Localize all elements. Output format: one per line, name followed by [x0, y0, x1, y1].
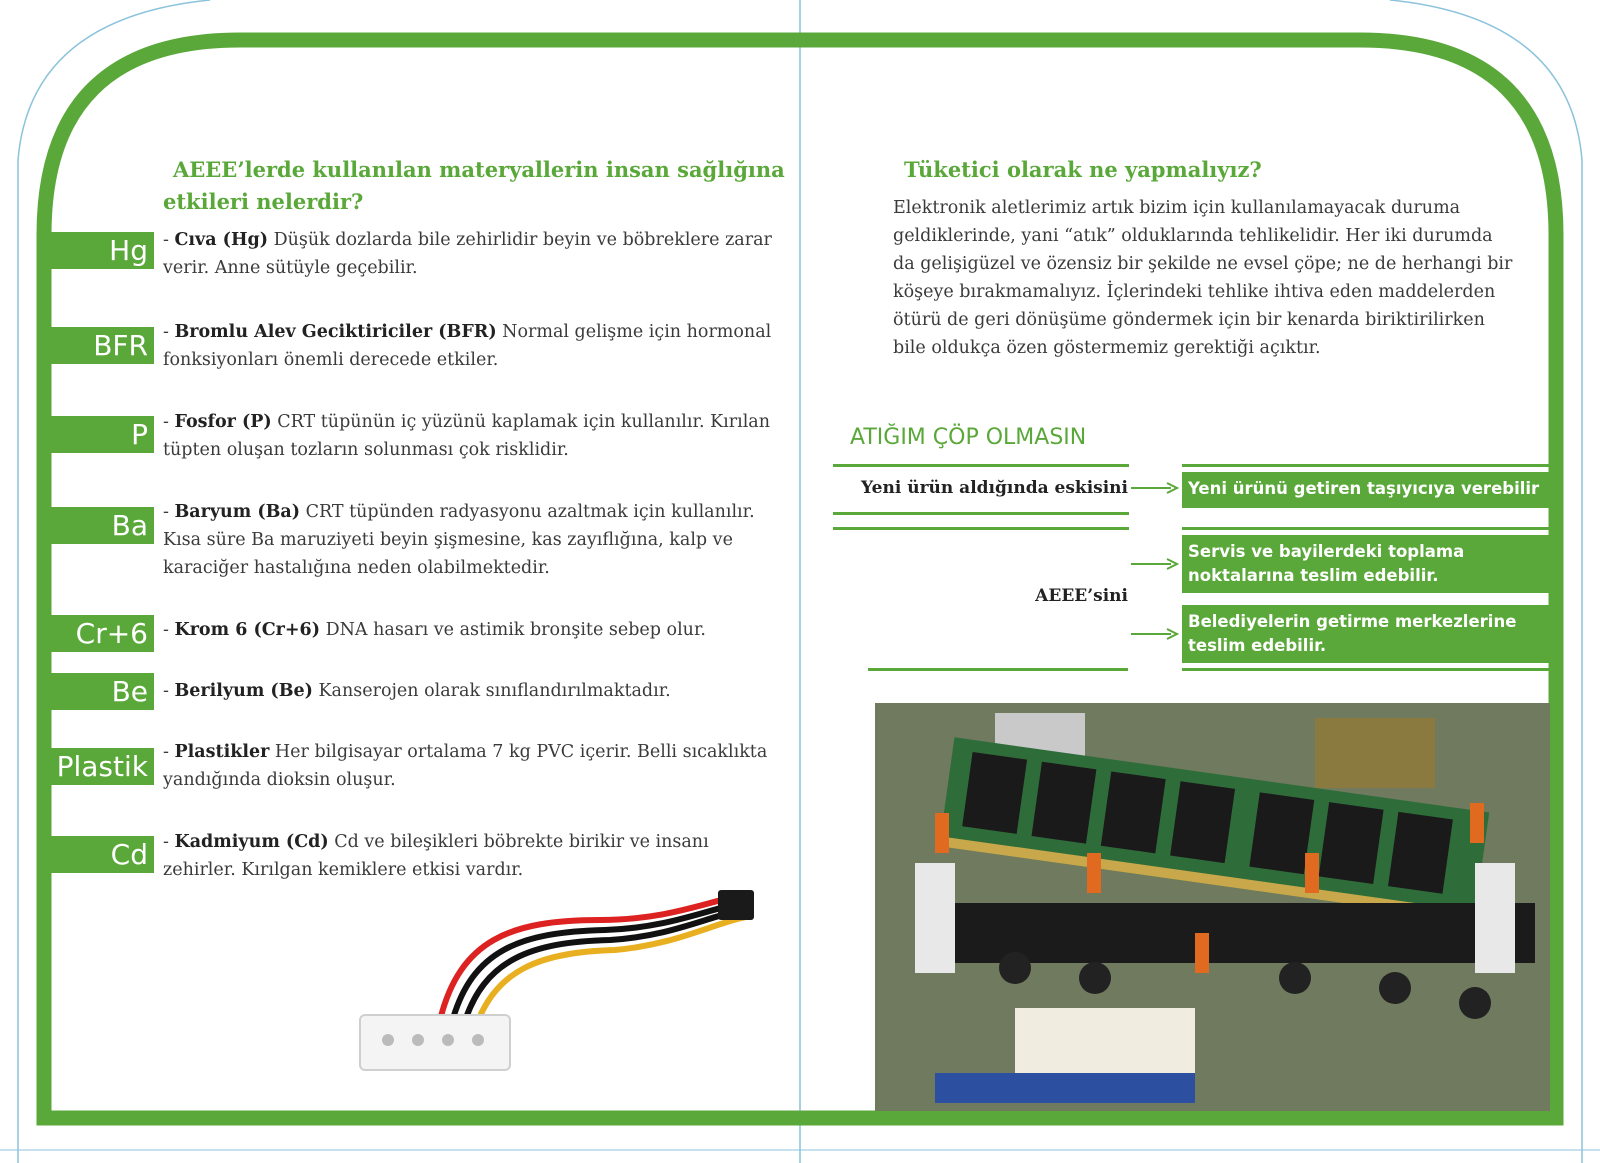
entry-be: - Berilyum (Be) Kanserojen olarak sınıflandırılmaktadır. — [163, 681, 671, 701]
entry-ba: - Baryum (Ba) CRT tüpünden radyasyonu azaltmak için kullanılır. Kısa süre Ba maruziyeti beyin şişmesine, kas zayıflığına, kalp ve karaciğer hastalığına neden olabilmektedir. — [163, 502, 755, 578]
entry-be-text: Kanserojen olarak sınıflandırılmaktadır. — [312, 681, 671, 701]
left-heading-line2: etkileri nelerdir? — [163, 189, 364, 214]
entry-bfr-text: Normal gelişme için hormonal fonksiyonları önemli derecede etkiler. — [163, 322, 772, 370]
entry-plastik-name: Plastikler — [174, 742, 270, 762]
flow-line — [1182, 527, 1549, 530]
flow-box-1: Yeni ürünü getiren taşıyıcıya verebilir — [1182, 472, 1549, 508]
tag-be: Be — [50, 673, 154, 710]
entry-hg-text: Düşük dozlarda bile zehirlidir beyin ve böbreklere zarar verir. Anne sütüyle geçebilir. — [163, 230, 772, 278]
entry-p-name: Fosfor (P) — [174, 412, 272, 432]
flow-line — [1182, 464, 1549, 467]
flow-line — [833, 464, 1129, 467]
flow-box-3: Belediyelerin getirme merkezlerine teslim edebilir. — [1182, 605, 1549, 663]
entry-p-text: CRT tüpünün iç yüzünü kaplamak için kullanılır. Kırılan tüpten oluşan tozların solunması çok risklidir. — [163, 412, 770, 460]
section-title: ATIĞIM ÇÖP OLMASIN — [850, 425, 1087, 450]
tag-ba: Ba — [50, 507, 154, 544]
entry-cr6-name: Krom 6 (Cr+6) — [174, 620, 321, 640]
tag-p: P — [50, 416, 154, 453]
entry-ba-text: CRT tüpünden radyasyonu azaltmak için kullanılır. Kısa süre Ba maruziyeti beyin şişmesine, kas zayıflığına, kalp ve karaciğer hastalığına neden olabilmektedir. — [163, 502, 755, 578]
flow-line — [833, 527, 1129, 530]
entry-be-name: Berilyum (Be) — [174, 681, 313, 701]
entry-bfr: - Bromlu Alev Geciktiriciler (BFR) Normal gelişme için hormonal fonksiyonları önemli derecede etkiler. — [163, 322, 772, 370]
flow-line — [833, 512, 1129, 515]
entry-hg: - Cıva (Hg) Düşük dozlarda bile zehirlidir beyin ve böbreklere zarar verir. Anne sütüyle geçebilir. — [163, 230, 772, 278]
entry-plastik-text: Her bilgisayar ortalama 7 kg PVC içerir. Belli sıcaklıkta yandığında dioksin oluşur. — [163, 742, 768, 790]
entry-bfr-name: Bromlu Alev Geciktiriciler (BFR) — [174, 322, 497, 342]
motherboard-photo — [875, 703, 1550, 1111]
entry-cd-name: Kadmiyum (Cd) — [174, 832, 329, 852]
flow-box-2: Servis ve bayilerdeki toplama noktalarına teslim edebilir. — [1182, 535, 1549, 593]
tag-plastik: Plastik — [50, 748, 154, 785]
arrow-right-icon — [1131, 481, 1179, 495]
arrow-right-icon — [1131, 627, 1179, 641]
tag-cr6: Cr+6 — [50, 615, 154, 652]
right-paragraph: Elektronik aletlerimiz artık bizim için kullanılamayacak duruma geldiklerinde, yani “atık” olduklarında tehlikelidir. Her iki durumda da gelişigüzel ve özensiz bir şekilde ne evsel çöpe; ne de herhangi bir köşeye bırakmamalıyız. İçlerindeki tehlike ihtiva eden maddelerden ötürü de geri dönüşüme göndermek için bir kenarda biriktirilirken bile oldukça özen göstermemiz gerektiği açıktır. — [893, 198, 1513, 358]
arrow-right-icon — [1131, 557, 1179, 571]
entry-p: - Fosfor (P) CRT tüpünün iç yüzünü kaplamak için kullanılır. Kırılan tüpten oluşan tozların solunması çok risklidir. — [163, 412, 770, 460]
entry-cd: - Kadmiyum (Cd) Cd ve bileşikleri böbrekte birikir ve insanı zehirler. Kırılgan kemiklere etkisi vardır. — [163, 832, 709, 880]
power-cable-image — [350, 880, 770, 1090]
flow-label-2: AEEE’sini — [1035, 586, 1128, 606]
tag-cd: Cd — [50, 836, 154, 873]
tag-bfr: BFR — [50, 327, 154, 364]
right-heading: Tüketici olarak ne yapmalıyız? — [904, 157, 1262, 182]
left-heading-line1: AEEE’lerde kullanılan materyallerin insan sağlığına — [173, 157, 785, 182]
flow-label-1: Yeni ürün aldığında eskisini — [861, 478, 1128, 498]
entry-plastik: - Plastikler Her bilgisayar ortalama 7 kg PVC içerir. Belli sıcaklıkta yandığında dioksin oluşur. — [163, 742, 768, 790]
flow-line — [868, 668, 1128, 671]
entry-cd-text: Cd ve bileşikleri böbrekte birikir ve insanı zehirler. Kırılgan kemiklere etkisi vardır. — [163, 832, 709, 880]
entry-cr6-text: DNA hasarı ve astimik bronşite sebep olur. — [320, 620, 706, 640]
tag-hg: Hg — [50, 232, 154, 269]
flow-line — [1182, 668, 1549, 671]
entry-ba-name: Baryum (Ba) — [174, 502, 301, 522]
entry-cr6: - Krom 6 (Cr+6) DNA hasarı ve astimik bronşite sebep olur. — [163, 620, 706, 640]
entry-hg-name: Cıva (Hg) — [174, 230, 268, 250]
